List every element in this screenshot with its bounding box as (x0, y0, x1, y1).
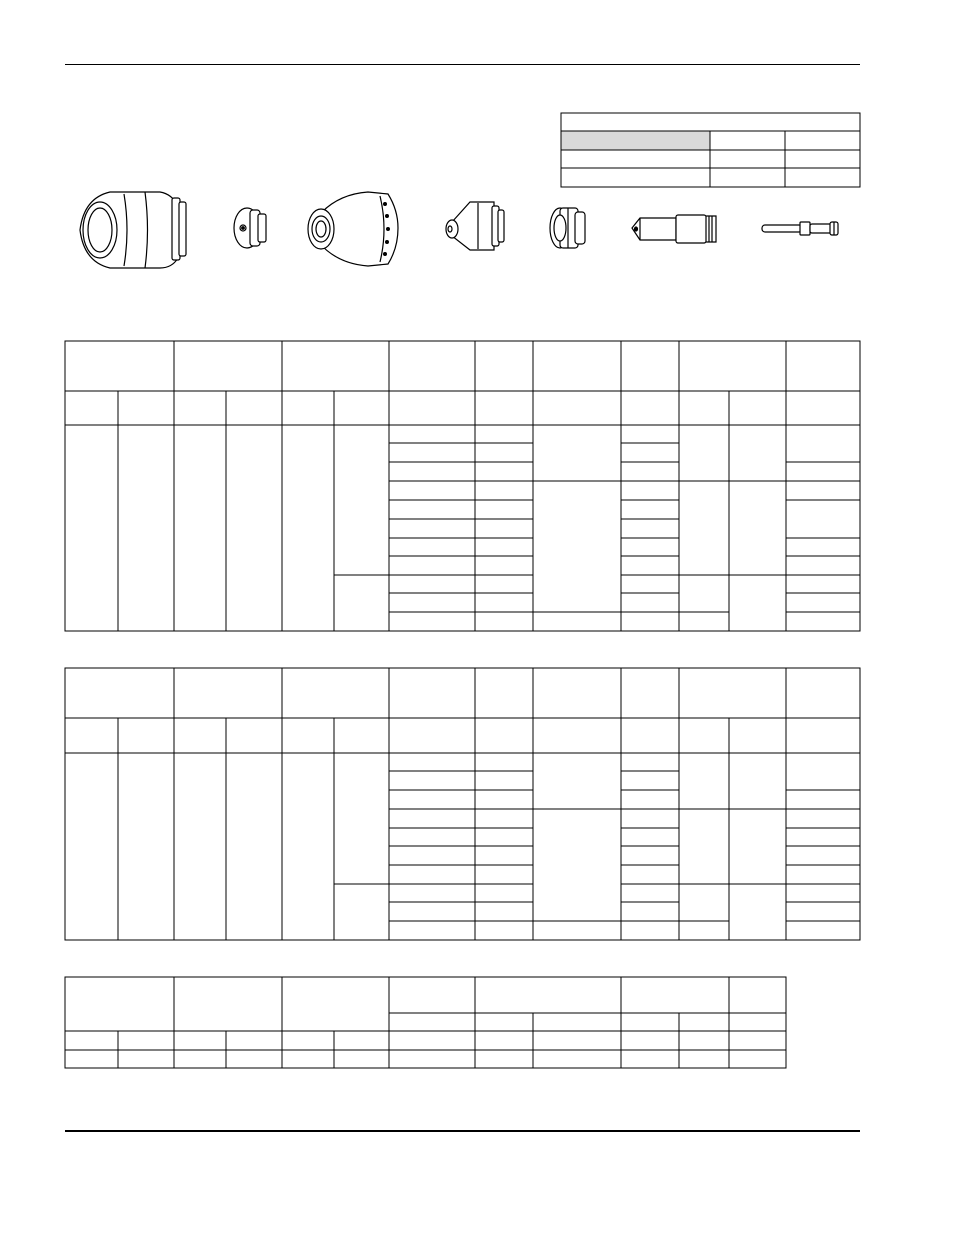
footer-rule (65, 1130, 860, 1132)
